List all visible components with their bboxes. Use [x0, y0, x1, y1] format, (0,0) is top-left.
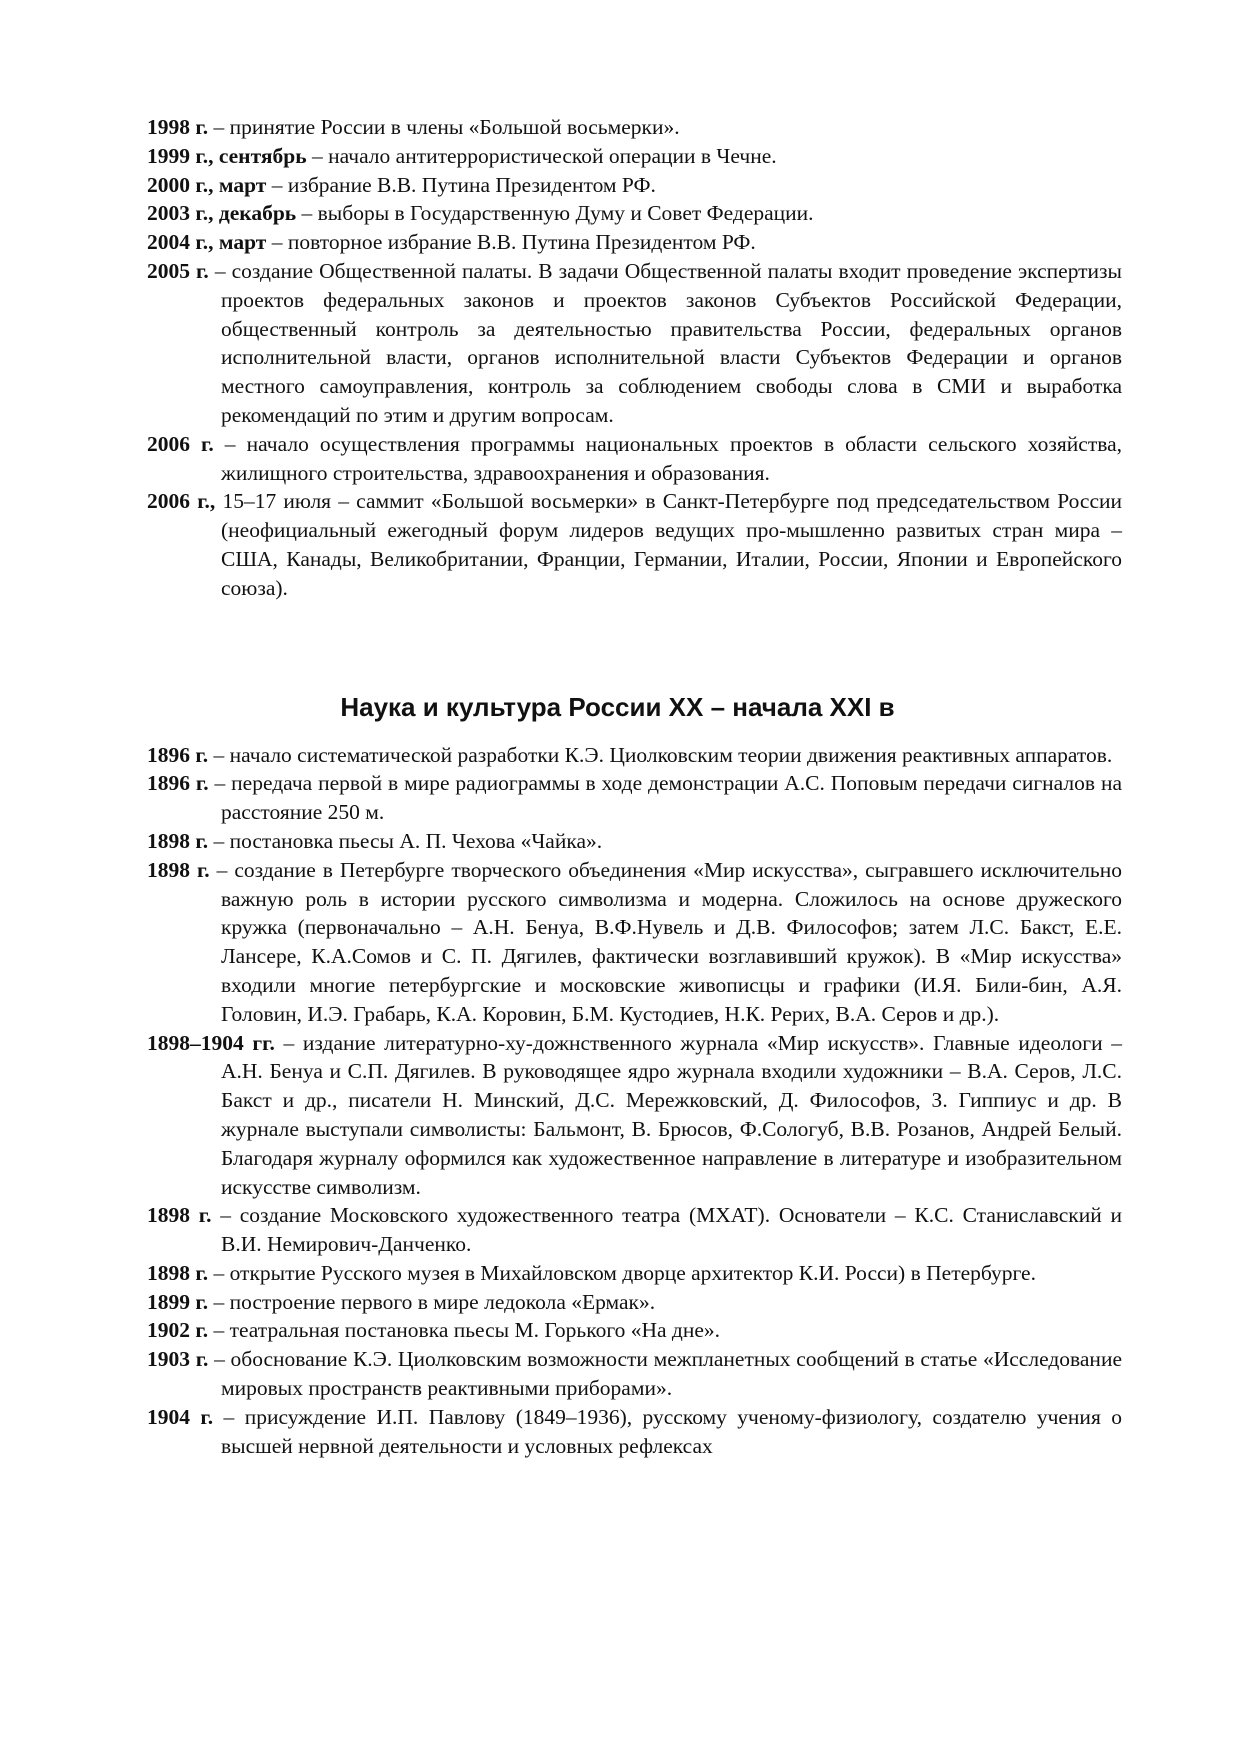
entry-date: 2006 г.,	[147, 489, 216, 514]
chronology-entry	[147, 142, 1122, 171]
entry-date: 1899 г.	[147, 1289, 209, 1314]
chronology-entry	[147, 257, 1122, 430]
entry-text: – начало систематической разработки К.Э. Циолковским теории движения реактивных аппаратов.	[208, 742, 1113, 767]
chronology-entry	[147, 856, 1122, 1029]
entry-text: – начало осуществления программы национальных проектов в области сельского хозяйства, жилищного строительства, здравоохранения и образования.	[213, 431, 1122, 485]
entry-date: 2003 г., декабрь	[147, 201, 297, 226]
entry-date: 2000 г., март	[147, 172, 267, 197]
chronology-entry	[147, 1316, 1122, 1345]
chronology-entry	[147, 741, 1122, 770]
entry-text: – избрание В.В. Путина Президентом РФ.	[266, 172, 656, 197]
chronology-entry	[147, 827, 1122, 856]
chronology-entry	[147, 1029, 1122, 1202]
chronology-entry	[147, 199, 1122, 228]
chronology-entry	[147, 113, 1122, 142]
chronology-entry	[147, 228, 1122, 257]
entry-date: 1902 г.	[147, 1318, 209, 1343]
entry-text: – построение первого в мире ледокола «Ермак».	[208, 1289, 656, 1314]
section-heading: Наука и культура России XX – начала XXI в	[340, 691, 895, 722]
chronology-entry	[147, 1403, 1122, 1461]
chronology-entry	[147, 1345, 1122, 1403]
entry-date: 1998 г.	[147, 115, 209, 139]
entry-date: 1898 г.	[147, 828, 209, 853]
entry-text: – передача первой в мире радиограммы в ходе демонстрации А.С. Поповым передачи сигналов на расстояние 250 м.	[208, 771, 1122, 825]
entry-date: 1898 г.	[147, 1260, 209, 1285]
chronology-entry	[147, 1259, 1122, 1288]
entry-date: 1898 г.	[147, 857, 210, 882]
entry-text: – создание в Петербурге творческого объединения «Мир искусства», сыгравшего исключительно важную роль в истории русского символизма и модерна. Сложилось на основе дружеского кружка (первоначально – А.Н. Бенуа, В.Ф.Нувель и Д.В. Философов; затем Л.С. Бакст, Е.Е. Лансере, К.А.Сомов и С. П. Дягилев, фактически возглавивший кружок). В «Мир искусства» входили многие петербургские и московские живописцы и графики (И.Я. Били-бин, А.Я. Головин, И.Э. Грабарь, К.А. Коровин, Б.М. Кустодиев, Н.К. Рерих, В.А. Серов и др.).	[209, 857, 1122, 1026]
chronology-entry	[147, 1288, 1122, 1317]
entry-text: – издание литературно-ху-дожнственного журнала «Мир искусств». Главные идеологи – А.Н. Бенуа и С.П. Дягилев. В руководящее ядро журнала входили художники – В.А. Серов, Л.С. Бакст и др., писатели Н. Минский, Д.С. Мережковский, Д. Философов, З. Гиппиус и др. В журнале выступали символисты: Бальмонт, В. Брюсов, Ф.Сологуб, В.В. Розанов, Андрей Белый. Благодаря журналу оформился как художественное направление в литературе и изобразительном искусстве символизм.	[221, 1030, 1122, 1199]
entry-text: – обоснование К.Э. Циолковским возможности межпланетных сообщений в статье «Исследование мировых пространств реактивными приборами».	[208, 1347, 1122, 1401]
entry-text: – повторное избрание В.В. Путина Президентом РФ.	[266, 230, 756, 255]
entry-text: – создание Московского художественного театра (МХАТ). Основатели – К.С. Станиславский и В.И. Немирович-Данченко.	[211, 1203, 1122, 1257]
entry-date: 2005 г.	[147, 258, 209, 283]
entry-date: 1904 г.	[147, 1404, 214, 1429]
entry-date: 1896 г.	[147, 742, 209, 767]
chronology-entry	[147, 769, 1122, 827]
entry-date: 1896 г.	[147, 771, 209, 796]
entry-date: 2006 г.	[147, 431, 214, 456]
chronology-entry	[147, 171, 1122, 200]
entry-text: – начало антитеррористической операции в Чечне.	[306, 143, 777, 168]
entry-text: – создание Общественной палаты. В задачи Общественной палаты входит проведение экспертизы проектов федеральных законов и проектов законов Субъектов Российской Федерации, общественный контроль за деятельностью правительства России, федеральных органов исполнительной власти, органов исполнительной власти Субъектов Федерации и органов местного самоуправления, контроль за соблюдением свободы слова в СМИ и выработка рекомендаций по этим и другим вопросам.	[208, 258, 1122, 427]
entry-text: 15–17 июля – саммит «Большой восьмерки» в Санкт-Петербурге под председательством России (неофициальный ежегодный форум лидеров ведущих про-мышленно развитых стран мира – США, Канады, Великобритании, Франции, Германии, Италии, России, Японии и Европейского союза).	[215, 489, 1122, 600]
entry-date: 1898 г.	[147, 1203, 212, 1228]
chronology-entry	[147, 1201, 1122, 1259]
chronology-entry	[147, 487, 1122, 602]
entry-text: – присуждение И.П. Павлову (1849–1936), русскому ученому-физиологу, создателю учения о высшей нервной деятельности и условных рефлексах	[213, 1404, 1122, 1458]
entry-text: – принятие России в члены «Большой восьмерки».	[208, 115, 680, 139]
entry-text: – выборы в Государственную Думу и Совет Федерации.	[296, 201, 814, 226]
entry-date: 1999 г., сентябрь	[147, 143, 307, 168]
entry-date: 2004 г., март	[147, 230, 267, 255]
entry-text: – театральная постановка пьесы М. Горького «На дне».	[208, 1318, 721, 1343]
entry-date: 1903 г.	[147, 1347, 209, 1372]
section-spacer	[147, 603, 1122, 691]
chronology-science-culture	[147, 741, 1122, 1461]
document-page	[147, 113, 1122, 1460]
chronology-entry	[147, 430, 1122, 488]
chronology-modern-russia	[147, 113, 1122, 603]
entry-text: – постановка пьесы А. П. Чехова «Чайка».	[208, 828, 603, 853]
entry-text: – открытие Русского музея в Михайловском дворце архитектор К.И. Росси) в Петербурге.	[208, 1260, 1036, 1285]
entry-date: 1898–1904 гг.	[147, 1030, 275, 1055]
